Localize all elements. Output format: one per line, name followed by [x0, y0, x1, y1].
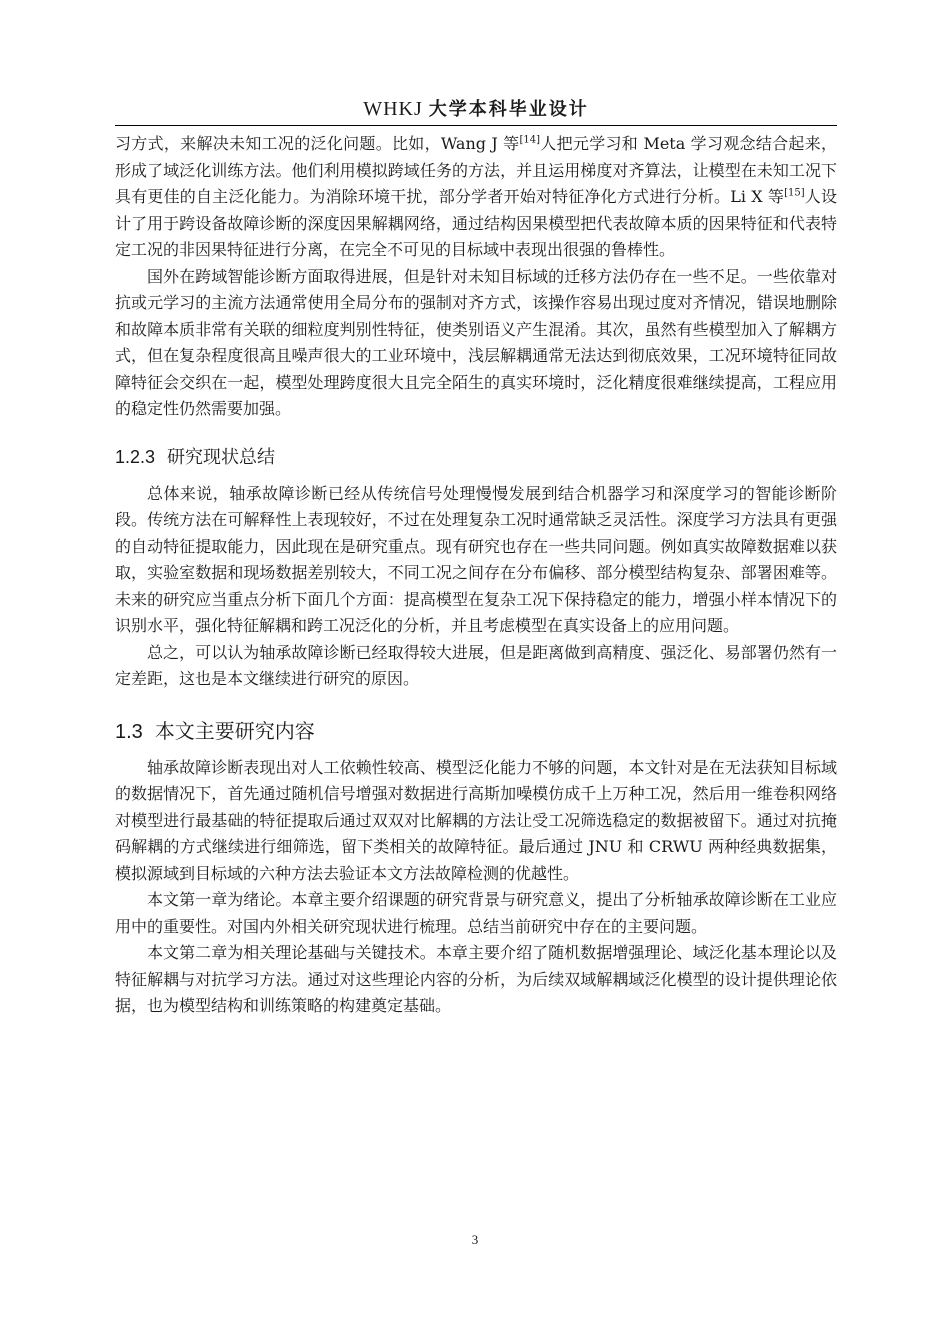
paragraph-continuation: [115, 131, 837, 264]
page-header: [115, 97, 837, 122]
citation-ref: [15]: [784, 187, 805, 199]
header-prefix: WHKJ: [363, 98, 423, 120]
section-title: 研究现状总结: [167, 446, 276, 468]
paragraph: 总之，可以认为轴承故障诊断已经取得较大进展，但是距离做到高精度、强泛化、易部署仍然有一定差距，这也是本文继续进行研究的原因。: [115, 642, 837, 688]
paragraph: 总体来说，轴承故障诊断已经从传统信号处理慢慢发展到结合机器学习和深度学习的智能诊断阶段。传统方法在可解释性上表现较好，不过在处理复杂工况时通常缺乏灵活性。深度学习方法具有更强的自动特征提取能力，因此现在是研究重点。现有研究也存在一些共同问题。例如真实故障数据难以获取，实验室数据和现场数据差别较大，不同工况之间存在分布偏移、部分模型结构复杂、部署困难等。未来的研究应当重点分析下面几个方面：提高模型在复杂工况下保持稳定的能力，增强小样本情况下的识别水平，强化特征解耦和跨工况泛化的分析，并且考虑模型在真实设备上的应用问题。: [115, 483, 837, 635]
section-heading-1-2-3: [115, 444, 837, 471]
text-run: 人设计了用于跨设备故障诊断的深度因果解耦网络，通过结构因果模型把代表故障本质的因果特征和代表特定工况的非因果特征进行分离，在完全不可见的目标域中表现出很强的鲁棒性。: [115, 187, 837, 259]
paragraph: 本文第二章为相关理论基础与关键技术。本章主要介绍了随机数据增强理论、域泛化基本理论以及特征解耦与对抗学习方法。通过对这些理论内容的分析，为后续双域解耦域泛化模型的设计提供理论依据，也为模型结构和训练策略的构建奠定基础。: [115, 943, 837, 1015]
paragraph: 本文第一章为绪论。本章主要介绍课题的研究背景与研究意义，提出了分析轴承故障诊断在工业应用中的重要性。对国内外相关研究现状进行梳理。总结当前研究中存在的主要问题。: [115, 890, 837, 936]
section-title: 本文主要研究内容: [154, 718, 315, 743]
section-number: 1.2.3: [115, 446, 156, 467]
section-heading-1-3: [115, 717, 837, 746]
header-rule: [115, 125, 837, 126]
document-body: [115, 131, 837, 1020]
text-run: 人把元学习和 Meta 学习观念结合起来，形成了域泛化训练方法。他们利用模拟跨域任务的方法，并且运用梯度对齐算法，让模型在未知工况下具有更佳的自主泛化能力。为消除环境干扰，部分学者开始对特征净化方式进行分析。Li X 等: [115, 134, 837, 206]
page-number: 3: [471, 1232, 479, 1247]
paragraph: 国外在跨域智能诊断方面取得进展，但是针对未知目标域的迁移方法仍存在一些不足。一些依靠对抗或元学习的主流方法通常使用全局分布的强制对齐方式，该操作容易出现过度对齐情况，错误地删除和故障本质非常有关联的细粒度判别性特征，使类别语义产生混淆。其次，虽然有些模型加入了解耦方式，但在复杂程度很高且噪声很大的工业环境中，浅层解耦通常无法达到彻底效果，工况环境特征同故障特征会交织在一起，模型处理跨度很大且完全陌生的真实环境时，泛化精度很难继续提高，工程应用的稳定性仍然需要加强。: [115, 266, 837, 418]
header-title: 大学本科毕业设计: [428, 99, 589, 120]
citation-ref: [14]: [519, 134, 541, 146]
section-number: 1.3: [115, 720, 143, 743]
text-run: 习方式，来解决未知工况的泛化问题。比如，Wang J 等: [115, 134, 520, 153]
paragraph: 轴承故障诊断表现出对人工依赖性较高、模型泛化能力不够的问题，本文针对是在无法获知目标域的数据情况下，首先通过随机信号增强对数据进行高斯加噪模仿成千上万种工况，然后用一维卷积网络对模型进行最基础的特征提取后通过双双对比解耦的方法让受工况筛选稳定的数据被留下。通过对抗掩码解耦的方式继续进行细筛选，留下类相关的故障特征。最后通过 JNU 和 CRWU 两种经典数据集，模拟源域到目标域的六种方法去验证本文方法故障检测的优越性。: [115, 757, 837, 883]
